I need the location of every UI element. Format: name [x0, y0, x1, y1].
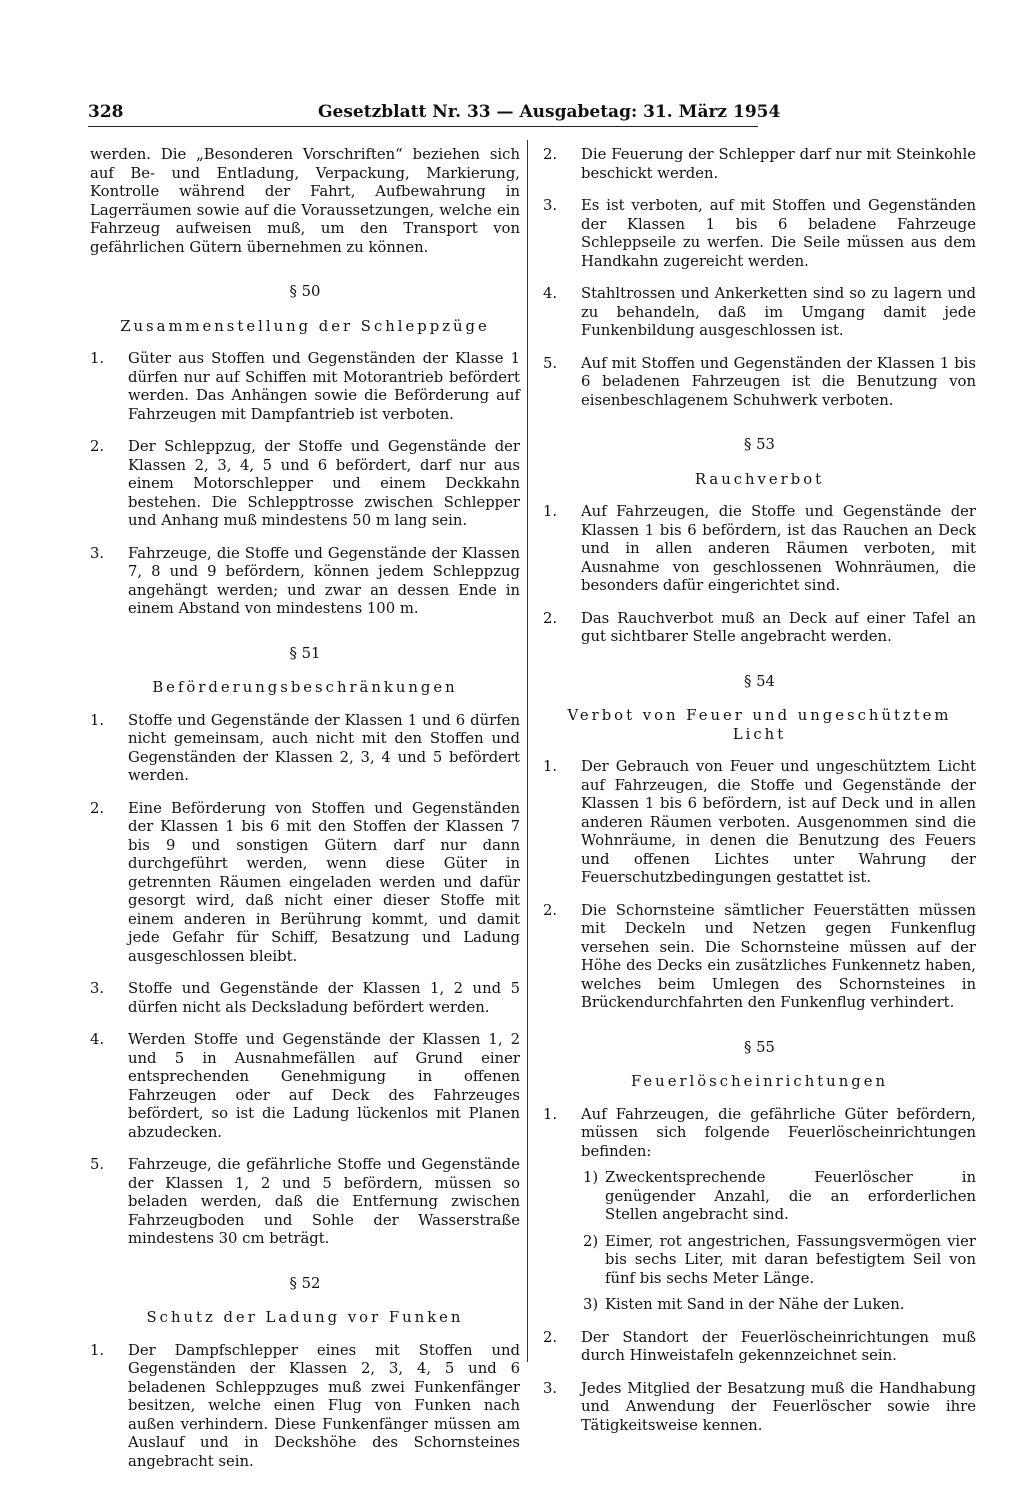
item-text: Fahrzeuge, die Stoffe und Gegenstände der Klassen 7, 8 und 9 befördern, können jedem Schleppzug angehängt werden; und zwar an dessen Ende in einem Abstand von mindestens 100 m. [128, 544, 520, 617]
list-item [90, 545, 520, 619]
left-column [90, 146, 520, 1485]
column-divider [527, 140, 528, 1362]
item-text: Werden Stoffe und Gegenstände der Klassen 1, 2 und 5 in Ausnahmefällen auf Grund einer entsprechenden Genehmigung in offenen Fahrzeugen oder auf Deck des Fahrzeuges befördert, so ist die Ladung lückenlos mit Planen abzudecken. [128, 1031, 520, 1141]
list-item [543, 146, 976, 183]
list-item [543, 197, 976, 271]
item-number: 5. [90, 1156, 105, 1173]
item-number: 5. [543, 354, 558, 372]
item-number: 4. [90, 1031, 105, 1048]
item-number: 3. [90, 980, 105, 997]
sub-list-item [543, 1233, 976, 1289]
section-title: Rauchverbot [694, 470, 825, 488]
item-number: 2. [543, 609, 558, 627]
list-item [543, 285, 976, 341]
item-text: Die Schornsteine sämtlicher Feuerstätten müssen mit Deckeln und Netzen gegen Funkenflug versehen sein. Die Schornsteine müssen auf der Höhe des Decks ein zusätzliches Funkennetz haben, welches beim Umlegen des Schornsteines in Brückendurchfahrten den Funkenflug verhindert. [581, 901, 976, 1011]
gazette-title: Gesetzblatt Nr. 33 — Ausgabetag: 31. März 1954 [318, 102, 781, 122]
item-text: Stahltrossen und Ankerketten sind so zu lagern und zu behandeln, daß im Umgang damit jede Funkenbildung ausgeschlossen ist. [581, 285, 976, 339]
section-52 [90, 1275, 520, 1472]
item-number: 1. [90, 350, 105, 367]
subitem-number: 1) [583, 1169, 599, 1186]
list-item [543, 355, 976, 411]
item-text: Der Dampfschlepper eines mit Stoffen und Gegenständen der Klassen 2, 3, 4, 5 und 6 beladenen Schleppzuges muß zwei Funkenfänger besitzen, welche einen Flug von Funken nach außen verhindern. Diese Funkenfänger müssen am Auslauf und in Deckshöhe des Schornsteines angebracht sein. [128, 1341, 520, 1470]
page-number: 328 [88, 102, 124, 122]
item-text: Der Standort der Feuerlöscheinrichtungen muß durch Hinweistafeln gekennzeichnet sein. [581, 1328, 976, 1364]
section-51 [90, 645, 520, 1249]
item-number: 1. [543, 1105, 558, 1123]
item-number: 2. [90, 438, 105, 455]
section-54 [543, 673, 976, 1013]
item-number: 2. [543, 901, 558, 919]
section-title: Zusammenstellung der Schleppzüge [120, 317, 490, 335]
subitem-number: 2) [583, 1232, 599, 1250]
section-53 [543, 436, 976, 647]
list-item [90, 438, 520, 531]
section-number: § 52 [289, 1274, 321, 1292]
item-number: 3. [90, 544, 105, 562]
list-item [543, 1329, 976, 1366]
item-number: 1. [543, 758, 558, 775]
item-text: Fahrzeuge, die gefährliche Stoffe und Gegenstände der Klassen 1, 2 und 5 befördern, müssen so beladen werden, daß die Entfernung zwischen Fahrzeugboden und Sohle der Wasserstraße mindestens 30 cm beträgt. [128, 1156, 520, 1247]
item-number: 2. [543, 1328, 558, 1346]
sub-list-item [543, 1169, 976, 1225]
item-number: 2. [543, 146, 558, 163]
section-title: Beförderungsbeschränkungen [152, 679, 458, 696]
subitem-number: 3) [583, 1296, 599, 1313]
item-number: 3. [543, 197, 558, 214]
list-item [90, 1031, 520, 1142]
section-number: § 55 [744, 1038, 775, 1056]
section-title: Verbot von Feuer und ungeschütztem Licht [567, 707, 952, 743]
section-50 [90, 283, 520, 619]
item-text: Eine Beförderung von Stoffen und Gegenständen der Klassen 1 bis 6 mit den Stoffen der Klassen 7 bis 9 und sonstigen Gütern darf nur dann durchgeführt werden, wenn diese Güter in getrennten Räumen eingeladen werden und dafür gesorgt wird, daß nicht einer dieser Stoffe mit einem anderen in Berührung kommt, und damit jede Gefahr für Schiff, Besatzung und Ladung ausgeschlossen bleibt. [128, 799, 520, 965]
item-text: Der Schleppzug, der Stoffe und Gegenstände der Klassen 2, 3, 4, 5 und 6 befördert, darf nur aus einem Motorschlepper und einem Deckkahn bestehen. Die Schlepptrosse zwischen Schlepper und Anhang muß mindestens 50 m lang sein. [128, 438, 520, 529]
section-number: § 50 [289, 283, 321, 300]
item-number: 1. [90, 1341, 105, 1359]
item-text: Das Rauchverbot muß an Deck auf einer Tafel an gut sichtbarer Stelle angebracht werden. [581, 609, 976, 645]
section-number: § 51 [289, 644, 321, 662]
item-text: Auf mit Stoffen und Gegenständen der Klassen 1 bis 6 beladenen Fahrzeugen ist die Benutzung von eisenbeschlagenem Schuhwerk verboten. [581, 354, 976, 409]
list-item [90, 980, 520, 1017]
item-text: Stoffe und Gegenstände der Klassen 1, 2 und 5 dürfen nicht als Decksladung befördert werden. [128, 980, 520, 1016]
item-number: 3. [543, 1379, 558, 1397]
item-number: 1. [90, 711, 105, 729]
intro-paragraph: werden. Die „Besonderen Vorschriften“ beziehen sich auf Be- und Entladung, Verpackung, Markierung, Kontrolle während der Fahrt, Aufbewahrung in Lagerräumen sowie auf die Voraussetzungen, welche ein Fahrzeug aufweisen muß, um den Transport von gefährlichen Gütern übernehmen zu können. [90, 146, 520, 256]
item-number: 1. [543, 503, 558, 520]
item-text: Die Feuerung der Schlepper darf nur mit Steinkohle beschickt werden. [581, 146, 976, 182]
sub-list-item [543, 1296, 976, 1315]
list-item [90, 350, 520, 424]
list-item [90, 800, 520, 967]
section-55 [543, 1039, 976, 1436]
list-item [543, 1106, 976, 1162]
page-header [88, 100, 781, 127]
section-number: § 53 [744, 436, 775, 453]
item-text: Es ist verboten, auf mit Stoffen und Gegenständen der Klassen 1 bis 6 beladene Fahrzeuge Schleppseile zu werfen. Die Seile müssen aus dem Handkahn zugereicht werden. [581, 197, 976, 270]
list-item [543, 610, 976, 647]
list-item [543, 503, 976, 596]
item-number: 4. [543, 285, 558, 302]
item-text: Jedes Mitglied der Besatzung muß die Handhabung und Anwendung der Feuerlöscher sowie ihre Tätigkeitsweise kennen. [581, 1379, 976, 1434]
subitem-text: Kisten mit Sand in der Nähe der Luken. [605, 1296, 905, 1313]
item-text: Güter aus Stoffen und Gegenständen der Klasse 1 dürfen nur auf Schiffen mit Motorantrieb befördert werden. Das Anhängen sowie die Beförderung auf Fahrzeugen mit Dampfantrieb ist verboten. [128, 350, 520, 423]
right-column [543, 146, 976, 1449]
list-item [543, 902, 976, 1013]
item-text: Der Gebrauch von Feuer und ungeschütztem Licht auf Fahrzeugen, die Stoffe und Gegenstände der Klassen 1 bis 6 befördern, ist auf Deck und in allen anderen Räumen verboten. Ausgenommen sind die Wohnräume, in denen die Benutzung des Feuers und offenen Lichtes unter Wahrung der Feuerschutzbedingungen gestattet ist. [581, 758, 976, 886]
item-text: Auf Fahrzeugen, die gefährliche Güter befördern, müssen sich folgende Feuerlöscheinrichtungen befinden: [581, 1105, 976, 1160]
item-text: Auf Fahrzeugen, die Stoffe und Gegenstände der Klassen 1 bis 6 befördern, ist das Rauchen an Deck und in allen anderen Räumen verboten, mit Ausnahme von geschlossenen Wohnräumen, die besonders dafür eingerichtet sind. [581, 503, 976, 594]
list-item [90, 712, 520, 786]
list-item [543, 758, 976, 888]
list-item [90, 1156, 520, 1249]
list-item [90, 1342, 520, 1472]
list-item [543, 1380, 976, 1436]
subitem-text: Eimer, rot angestrichen, Fassungsvermögen vier bis sechs Liter, mit daran befestigtem Seil von fünf bis sechs Meter Länge. [605, 1232, 976, 1287]
section-number: § 54 [744, 672, 775, 690]
subitem-text: Zweckentsprechende Feuerlöscher in genügender Anzahl, die an erforderlichen Stellen angebracht sind. [605, 1169, 976, 1223]
item-text: Stoffe und Gegenstände der Klassen 1 und 6 dürfen nicht gemeinsam, auch nicht mit den Stoffen und Gegenständen der Klassen 2, 3, 4 und 5 befördert werden. [128, 711, 520, 784]
item-number: 2. [90, 799, 105, 817]
section-title: Schutz der Ladung vor Funken [146, 1309, 464, 1326]
section-title: Feuerlöscheinrichtungen [630, 1073, 889, 1090]
